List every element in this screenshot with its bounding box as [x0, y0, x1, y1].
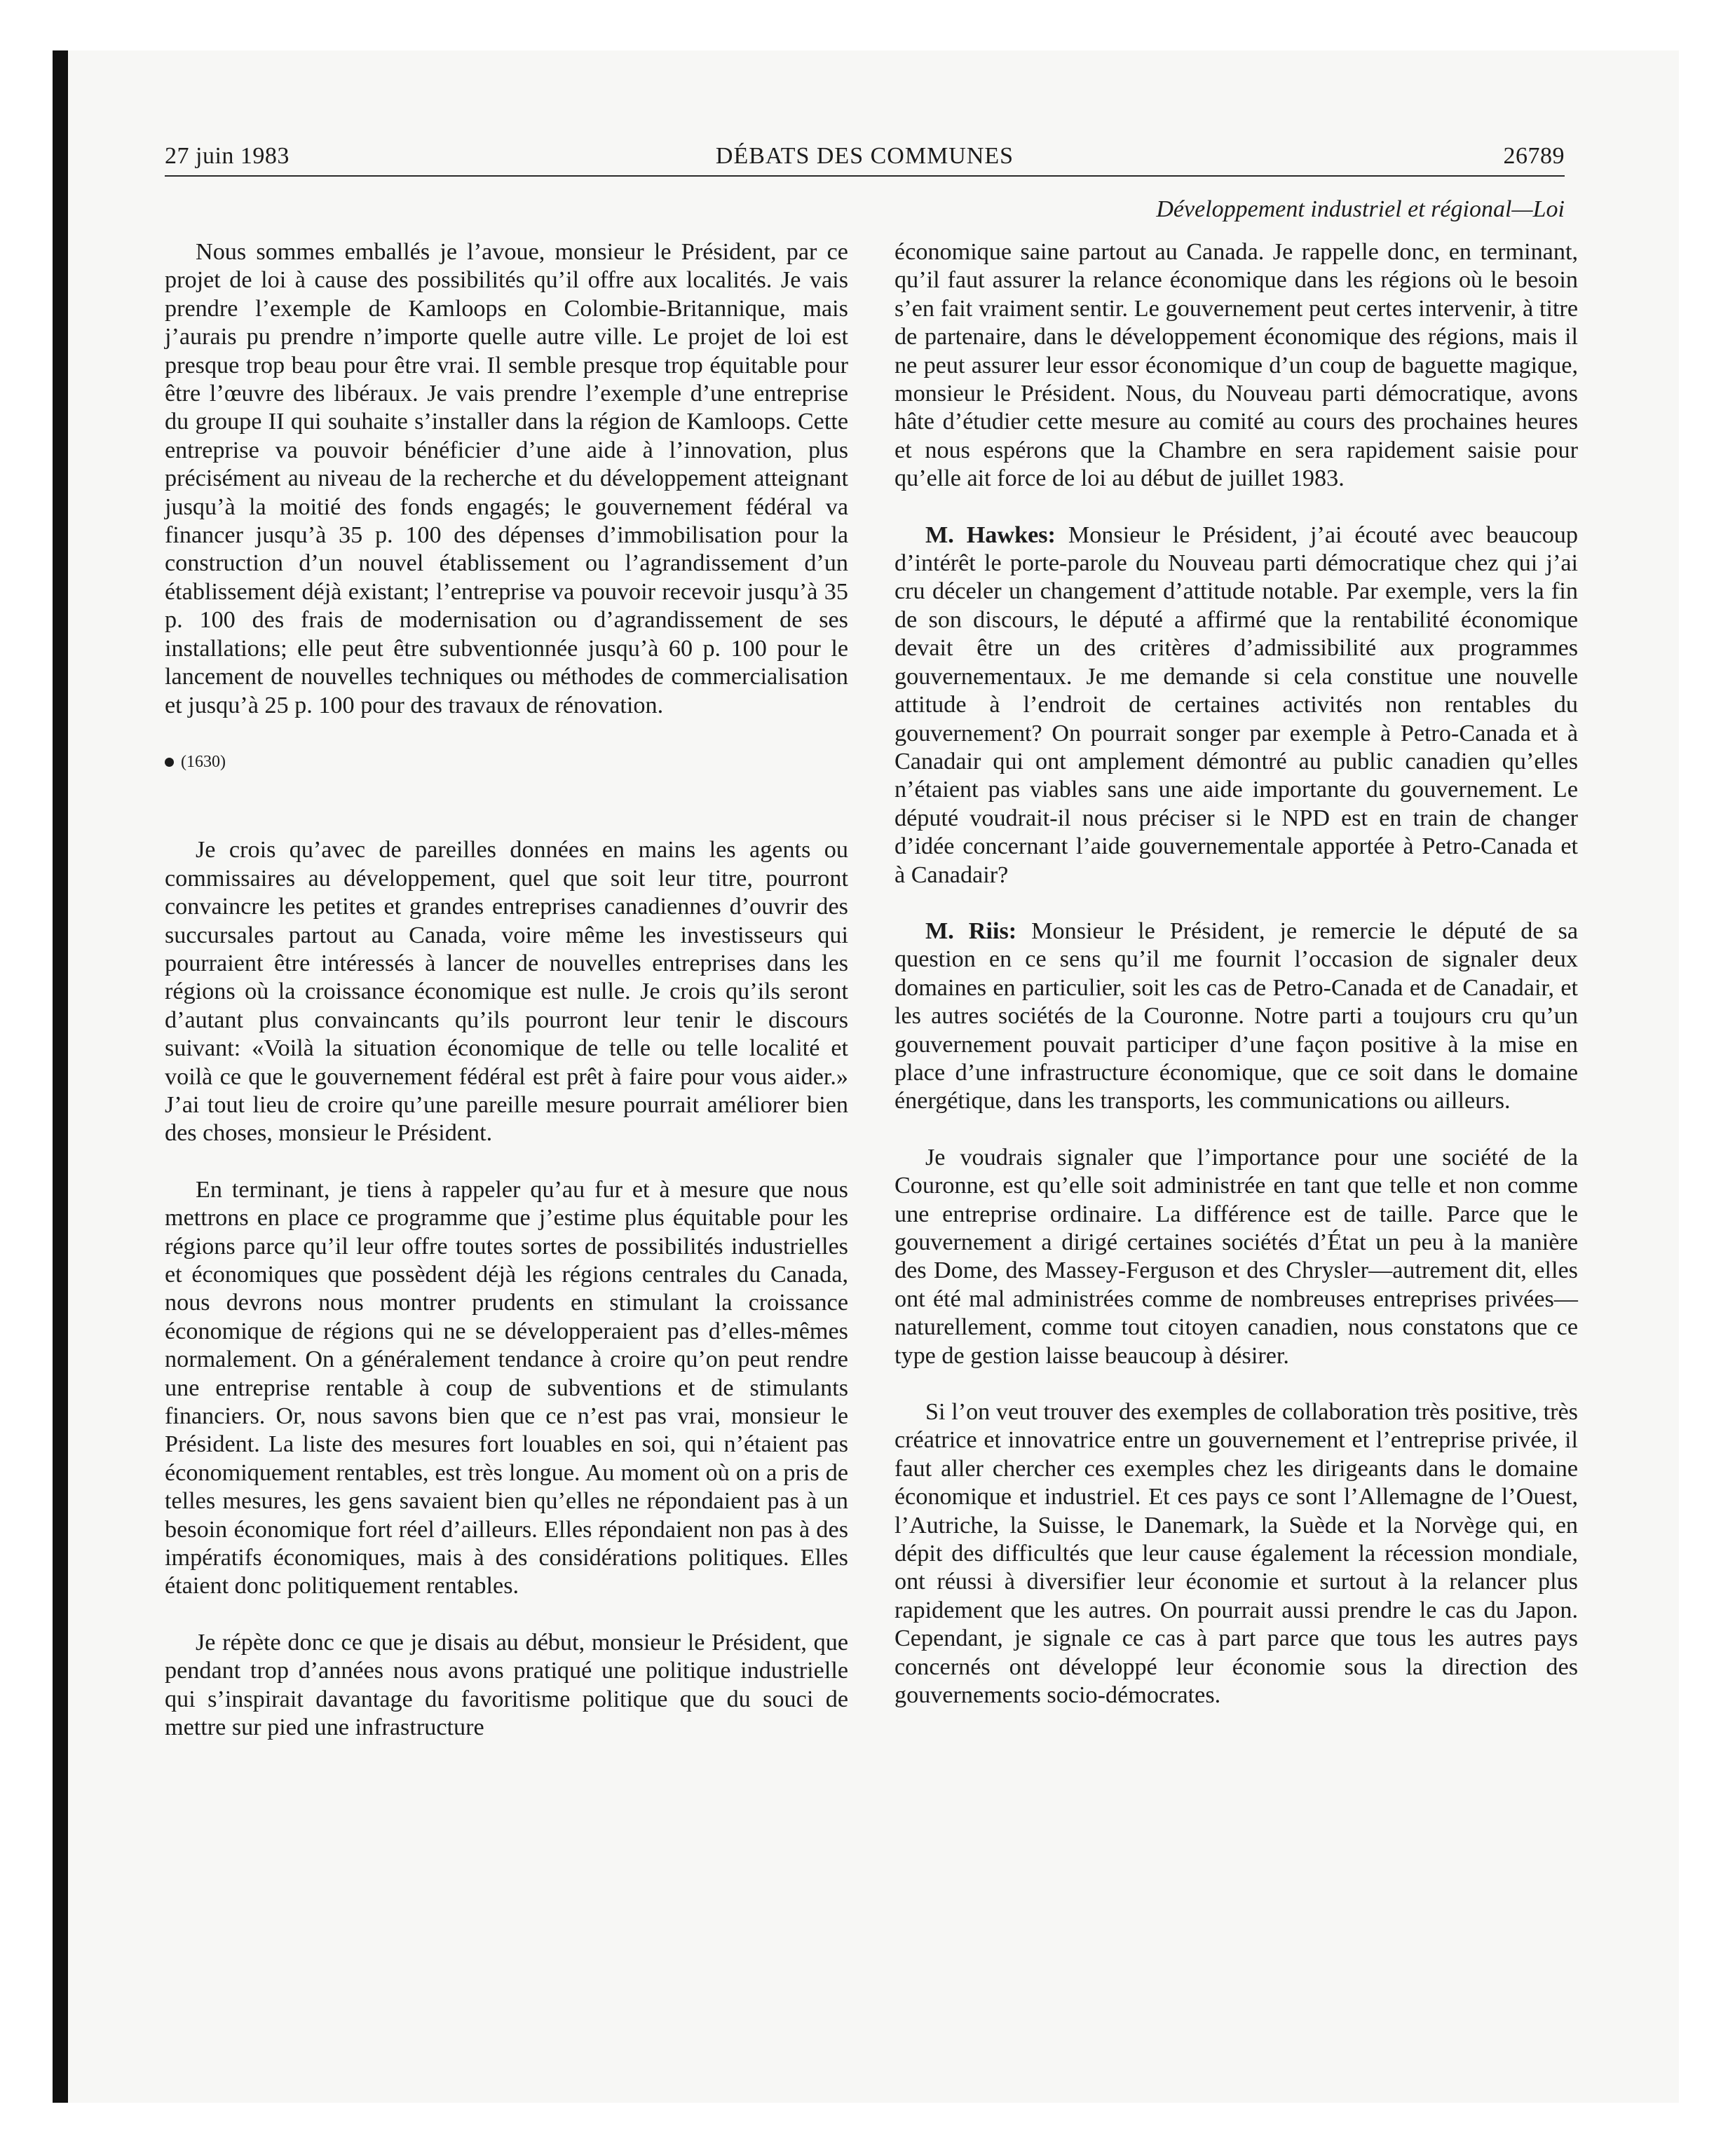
- bullet-icon: [165, 758, 174, 767]
- header-date: 27 juin 1983: [165, 143, 290, 169]
- header-rule: [165, 175, 1565, 177]
- scan-edge: [53, 50, 68, 2103]
- paragraph: économique saine partout au Canada. Je rappelle donc, en terminant, qu’il faut assurer la relance économique dans les régions où le besoin s’en fait vraiment sentir. Le gouvernement peut certes intervenir, à titre de partenaire, dans le développement économique des régions, mais il ne peut assurer leur essor économique d’un coup de baguette magique, monsieur le Président. Nous, du Nouveau parti démocratique, avons hâte d’étudier cette mesure au comité au cours des prochaines heures et nous espérons que la Chambre en sera rapidement saisie pour qu’elle ait force de loi au début de juillet 1983.: [894, 239, 1578, 492]
- speech-riis: [894, 917, 1578, 1116]
- header-page-number: 26789: [1503, 143, 1565, 169]
- speech-text: Monsieur le Président, je remercie le député de sa question en ce sens qu’il me fournit l’occasion de signaler deux domaines en particulier, soit les cas de Petro-Canada et de Canadair, et les autres sociétés de la Couronne. Notre parti a toujours cru qu’un gouvernement pouvait participer d’une façon positive à la mise en place d’une infrastructure économique, que ce soit dans le domaine énergétique, dans les transports, les communications ou ailleurs.: [894, 917, 1578, 1114]
- section-title: Développement industriel et régional—Loi: [1156, 196, 1565, 222]
- right-column: [894, 238, 1578, 1738]
- paragraph: Nous sommes emballés je l’avoue, monsieur le Président, par ce projet de loi à cause des possibilités qu’il offre aux localités. Je vais prendre l’exemple de Kamloops en Colombie-Britannique, mais j’aurais pu prendre n’importe quelle autre ville. Le projet de loi est presque trop beau pour être vrai. Il semble presque trop équitable pour être l’œuvre des libéraux. Je vais prendre l’exemple d’une entreprise du groupe II qui souhaite s’installer dans la région de Kamloops. Cette entreprise va pouvoir bénéficier d’une aide à l’innovation, plus précisément au niveau de la recherche et du développement atteignant jusqu’à la moitié des fonds engagés; le gouvernement fédéral va financer jusqu’à 35 p. 100 des dépenses d’immobilisation pour la construction d’un nouvel établissement ou l’agrandissement d’un établissement déjà existant; l’entreprise va pouvoir recevoir jusqu’à 35 p. 100 des frais de modernisation ou d’agrandissement de ses installations; elle peut être subventionnée jusqu’à 60 p. 100 pour le lancement de nouvelles techniques ou méthodes de commercialisation et jusqu’à 25 p. 100 pour des travaux de rénovation.: [165, 239, 848, 718]
- paragraph: Si l’on veut trouver des exemples de collaboration très positive, très créatrice et innovatrice entre un gouvernement et l’entreprise privée, il faut aller chercher ces exemples chez les dirigeants dans le domaine économique et industriel. Et ces pays ce sont l’Allemagne de l’Ouest, l’Autriche, la Suisse, le Danemark, la Suède et la Norvège qui, en dépit des difficultés que leur cause également la récession mondiale, ont réussi à diversifier leur économie et surtout à la relancer plus rapidement que les autres. On pourrait aussi prendre le cas du Japon. Cependant, je signale ce cas à part parce que tous les autres pays concernés ont développé leur économie sous la direction des gouvernements socio-démocrates.: [894, 1399, 1578, 1709]
- timestamp: [165, 748, 848, 776]
- speaker-name: M. Riis:: [925, 917, 1017, 944]
- paragraph: Je voudrais signaler que l’importance pour une société de la Couronne, est qu’elle soit administrée en tant que telle et non comme une entreprise ordinaire. La différence est de taille. Parce que le gouvernement a dirigé certaines sociétés d’État un peu à la manière des Dome, des Massey-Ferguson et des Chrysler—autrement dit, elles ont été mal administrées comme de nombreuses entreprises privées—naturellement, comme tout citoyen canadien, nous constatons que ce type de gestion laisse beaucoup à désirer.: [894, 1144, 1578, 1369]
- paragraph: En terminant, je tiens à rappeler qu’au fur et à mesure que nous mettrons en place ce programme que j’estime plus équitable pour les régions parce qu’il leur offre toutes sortes de possibilités industrielles et économiques que possèdent déjà les régions centrales du Canada, nous devrons nous montrer prudents en stimulant la croissance économique de régions qui ne se développeraient pas d’elles-mêmes normalement. On a généralement tendance à croire qu’on peut rendre une entreprise rentable à coup de subventions et de stimulants financiers. Or, nous savons bien que ce n’est pas vrai, monsieur le Président. La liste des mesures fort louables en soi, qui n’étaient pas économiquement rentables, est très longue. Au moment où on a pris de telles mesures, les gens savaient bien qu’elles ne répondaient pas à un besoin économique fort réel d’ailleurs. Elles répondaient non pas à des impératifs économiques, mais à des considérations politiques. Elles étaient donc politiquement rentables.: [165, 1176, 848, 1599]
- left-column: [165, 238, 848, 1770]
- page-header: [165, 143, 1565, 177]
- paragraph: Je répète donc ce que je disais au début, monsieur le Président, que pendant trop d’années nous avons pratiqué une politique industrielle qui s’inspirait davantage du favoritisme politique que du souci de mettre sur pied une infrastructure: [165, 1629, 848, 1741]
- speech-text: Monsieur le Président, j’ai écouté avec beaucoup d’intérêt le porte-parole du Nouveau parti démocratique chez qui j’ai cru déceler un changement d’attitude notable. Par exemple, vers la fin de son discours, le député a affirmé que la rentabilité économique devait être un des critères d’admissibilité aux programmes gouvernementaux. Je me demande si cela constitue une nouvelle attitude à l’endroit de certaines activités non rentables du gouvernement? On pourrait songer par exemple à Petro-Canada et à Canadair qui ont amplement démontré au public canadien qu’elles n’étaient pas viables sans une aide importante du gouvernement. Le député voudrait-il nous préciser si le NPD est en train de changer d’idée concernant l’aide gouvernementale apportée à Petro-Canada et à Canadair?: [894, 521, 1578, 888]
- speech-hawkes: [894, 521, 1578, 889]
- speaker-name: M. Hawkes:: [925, 521, 1056, 548]
- paragraph: Je crois qu’avec de pareilles données en mains les agents ou commissaires au développement, quel que soit leur titre, pourront convaincre les petites et grandes entreprises canadiennes d’ouvrir des succursales partout au Canada, voire même les investisseurs qui pourraient être intéressés à lancer de nouvelles entreprises dans les régions où la croissance économique est nulle. Je crois qu’ils seront d’autant plus convaincants qu’ils pourront leur tenir le discours suivant: «Voilà la situation économique de telle ou telle localité et voilà ce que le gouvernement fédéral est prêt à faire pour vous aider.» J’ai tout lieu de croire qu’une pareille mesure pourrait améliorer bien des choses, monsieur le Président.: [165, 837, 848, 1147]
- timestamp-label: (1630): [181, 752, 226, 771]
- header-title: DÉBATS DES COMMUNES: [715, 143, 1014, 169]
